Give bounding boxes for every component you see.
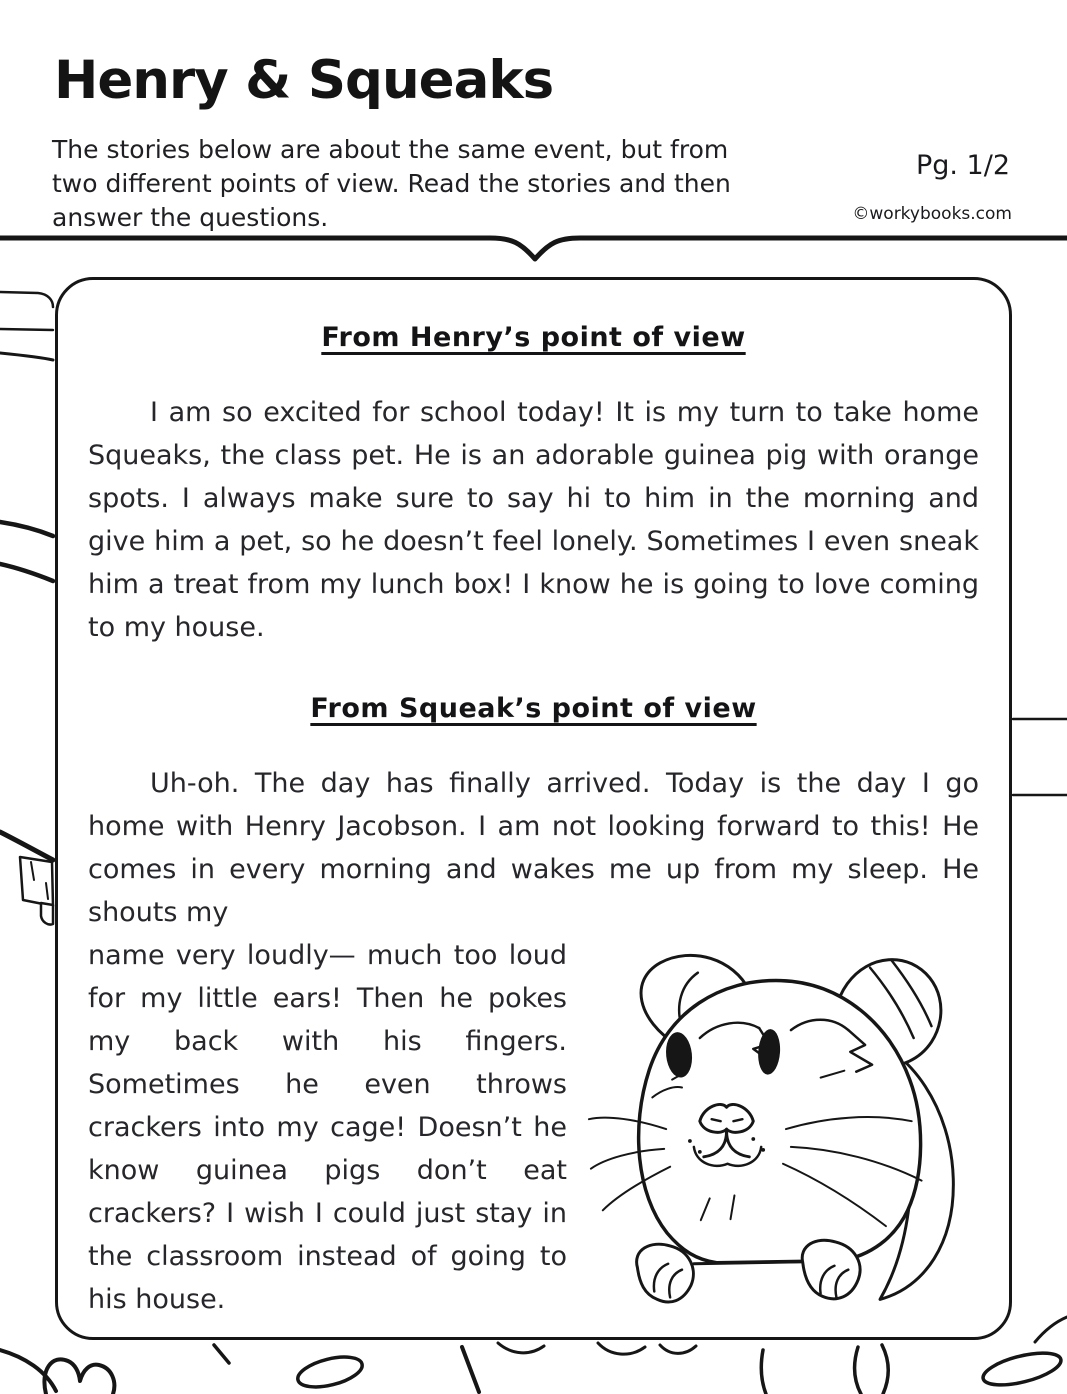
story2-heading: From Squeak’s point of view [310,693,757,724]
story2-wrap-section [88,934,979,1321]
instructions-line: The stories below are about the same event, but from [52,135,729,164]
story1-heading-row [88,322,979,353]
story2-paragraph-intro: Uh-oh. The day has finally arrived. Today is the day I go home with Henry Jacobson. I am not looking forward to this! He comes in every morning and wakes me up from my sleep. He shouts my [88,768,979,928]
instructions-line: answer the questions. [52,203,329,232]
story2-paragraph-wrapped: name very loudly— much too loud for my little ears! Then he pokes my back with his fingers. Sometimes he even throws crackers into my cage! Doesn’t he know guinea pigs don’t eat crackers? I wish I could just stay in the classroom instead of going to his house. [88,940,567,1315]
instructions-line: two different points of view. Read the stories and then [52,169,731,198]
divider-curve-icon [0,238,1067,259]
story1-paragraph: I am so excited for school today! It is my turn to take home Squeaks, the class pet. He is an adorable guinea pig with orange spots. I always make sure to say hi to him in the morning and give him a pet, so he doesn’t feel lonely. Sometimes I even sneak him a treat from my lunch box! I know he is going to love coming to my house. [88,397,979,643]
guinea-pig-illustration [583,950,979,1328]
page-title: Henry & Squeaks [54,50,554,111]
story-box [55,277,1012,1340]
instructions-text [52,133,731,235]
copyright-text: ©workybooks.com [852,204,1012,224]
page-number: Pg. 1/2 [915,150,1010,181]
story1-heading: From Henry’s point of view [321,322,746,353]
story2-heading-row [88,693,979,724]
